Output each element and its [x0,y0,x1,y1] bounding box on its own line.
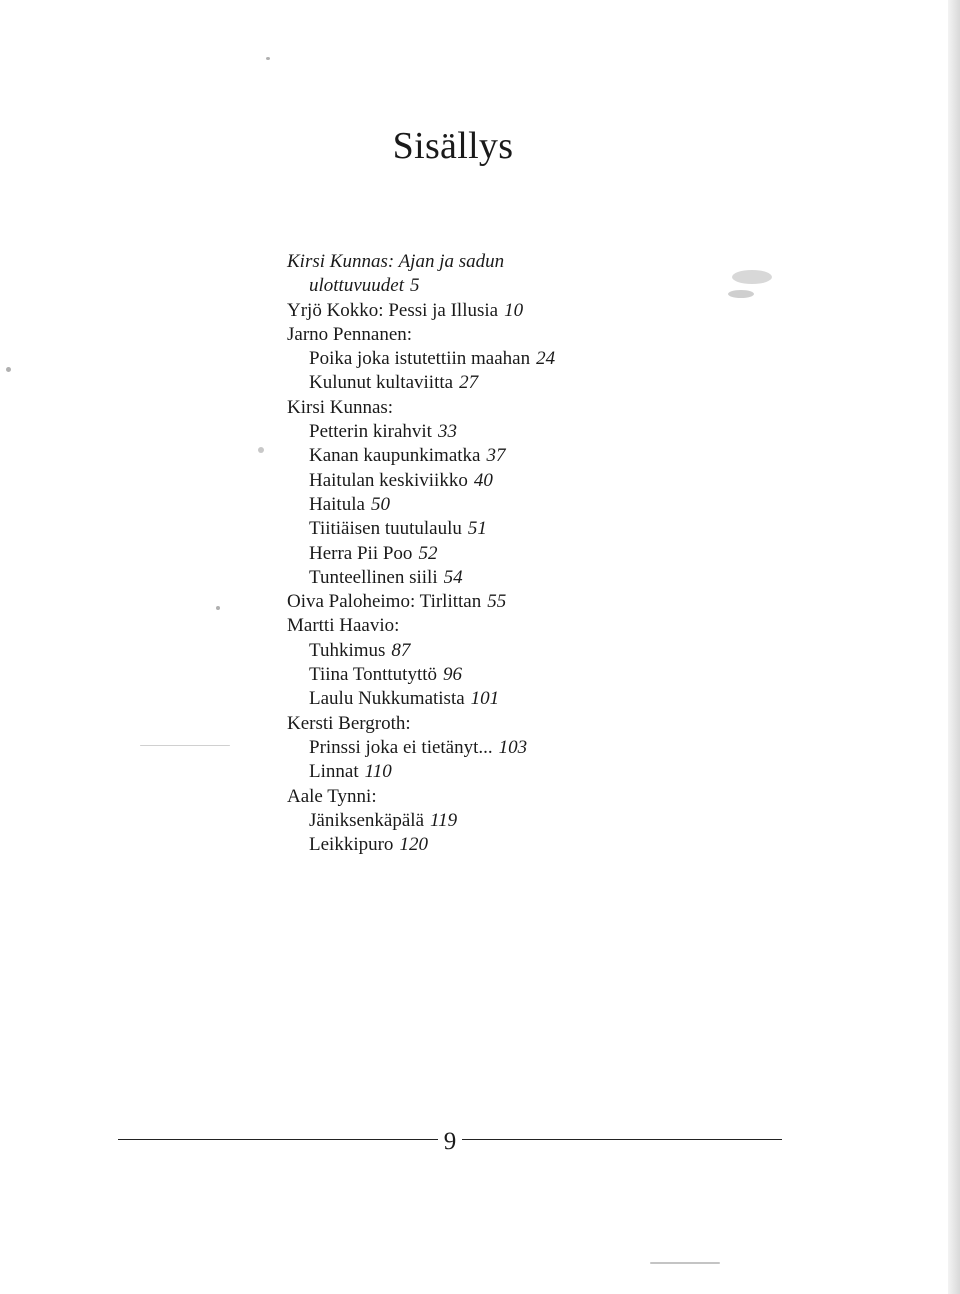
toc-entry [287,687,667,711]
toc-entry-title: Tiina Tonttutyttö [309,664,438,686]
toc-entry-title: Laulu Nukkumatista [309,688,465,710]
toc-entry [287,469,667,493]
toc-entry [287,347,667,371]
footer-rule-right [462,1139,782,1140]
toc-entry-page: 5 [409,275,420,297]
scan-speck [216,606,220,610]
toc-entry-page: 96 [443,664,463,686]
toc-entry-title: Haitulan keskiviikko [309,469,468,491]
toc-entry-page: 27 [459,372,479,394]
toc-entry-page: 110 [364,761,392,783]
toc-entry [287,299,667,323]
toc-entry-title: Jarno Pennanen: [287,323,413,345]
toc-entry-page: 55 [487,591,507,613]
toc-entry-title: Tunteellinen siili [309,566,438,588]
toc-entry-page: 120 [399,834,428,856]
toc-entry [287,663,667,687]
toc-entry [287,760,667,784]
toc-entry-title: Jäniksenkäpälä [309,809,425,831]
toc-entry-title: Aale Tynni: [287,785,377,807]
toc-entry [287,493,667,517]
toc-entry-page: 101 [470,688,500,710]
toc-entry-title: Kirsi Kunnas: Ajan ja sadun [287,251,505,272]
toc-entry-title: Herra Pii Poo [309,542,413,564]
toc-entry [287,517,667,541]
toc-entry-title: Tiitiäisen tuutulaulu [309,518,462,540]
scan-speck [6,367,11,372]
toc-entry-title: Kulunut kultaviitta [309,372,454,394]
toc-entry-title: Leikkipuro [309,834,394,856]
toc-entry [287,590,667,614]
toc-entry-title: Martti Haavio: [287,615,400,637]
toc-entry-title: Kirsi Kunnas: [287,396,394,418]
toc-entry-title: ulottuvuudet [309,275,404,297]
footer-rule-left [118,1139,438,1140]
toc-entry-page: 37 [486,445,506,467]
toc-entry [287,639,667,663]
toc-entry [287,371,667,395]
toc-entry-title: Oiva Paloheimo: Tirlittan [287,591,482,613]
scan-speck [258,447,264,453]
toc-entry [287,274,667,298]
toc-entry-page: 40 [473,469,493,491]
scan-speck [728,290,754,298]
toc-entry-page: 87 [391,639,411,661]
toc-entry-page: 33 [437,421,457,443]
toc-entry [287,785,667,809]
scan-speck [140,745,230,746]
toc-entry-title: Kanan kaupunkimatka [309,445,481,467]
toc-entry-page: 54 [443,566,463,588]
toc-entry [287,736,667,760]
page-edge-shadow [948,0,960,1294]
toc-entry-page: 10 [504,299,524,321]
toc-entry-title: Tuhkimus [309,639,386,661]
toc-entry [287,250,667,274]
toc-entry-page: 103 [498,736,528,758]
toc-entry-page: 51 [467,518,487,540]
toc-entry-title: Linnat [309,761,359,783]
toc-entry [287,712,667,736]
scan-speck [266,57,270,60]
scan-speck [732,270,772,284]
scan-speck [650,1262,720,1264]
toc-entry [287,833,667,857]
toc-entry [287,420,667,444]
toc-entry [287,396,667,420]
table-of-contents [287,250,667,857]
toc-entry-title: Petterin kirahvit [309,421,432,443]
toc-entry [287,809,667,833]
toc-entry-title: Poika joka istutettiin maahan [309,348,531,370]
toc-entry-page: 50 [370,493,390,515]
toc-entry [287,614,667,638]
page-title: Sisällys [392,125,514,167]
toc-entry-page: 24 [536,348,556,370]
toc-entry [287,444,667,468]
toc-entry-page: 119 [430,809,458,831]
toc-entry-title: Haitula [309,493,365,515]
toc-entry-page: 52 [418,542,438,564]
toc-entry-title: Yrjö Kokko: Pessi ja Illusia [287,299,499,321]
page-number: 9 [443,1128,457,1155]
toc-entry-title: Kersti Bergroth: [287,712,411,734]
toc-entry-title: Prinssi joka ei tietänyt... [309,736,493,758]
toc-entry [287,323,667,347]
toc-entry [287,566,667,590]
toc-entry [287,542,667,566]
